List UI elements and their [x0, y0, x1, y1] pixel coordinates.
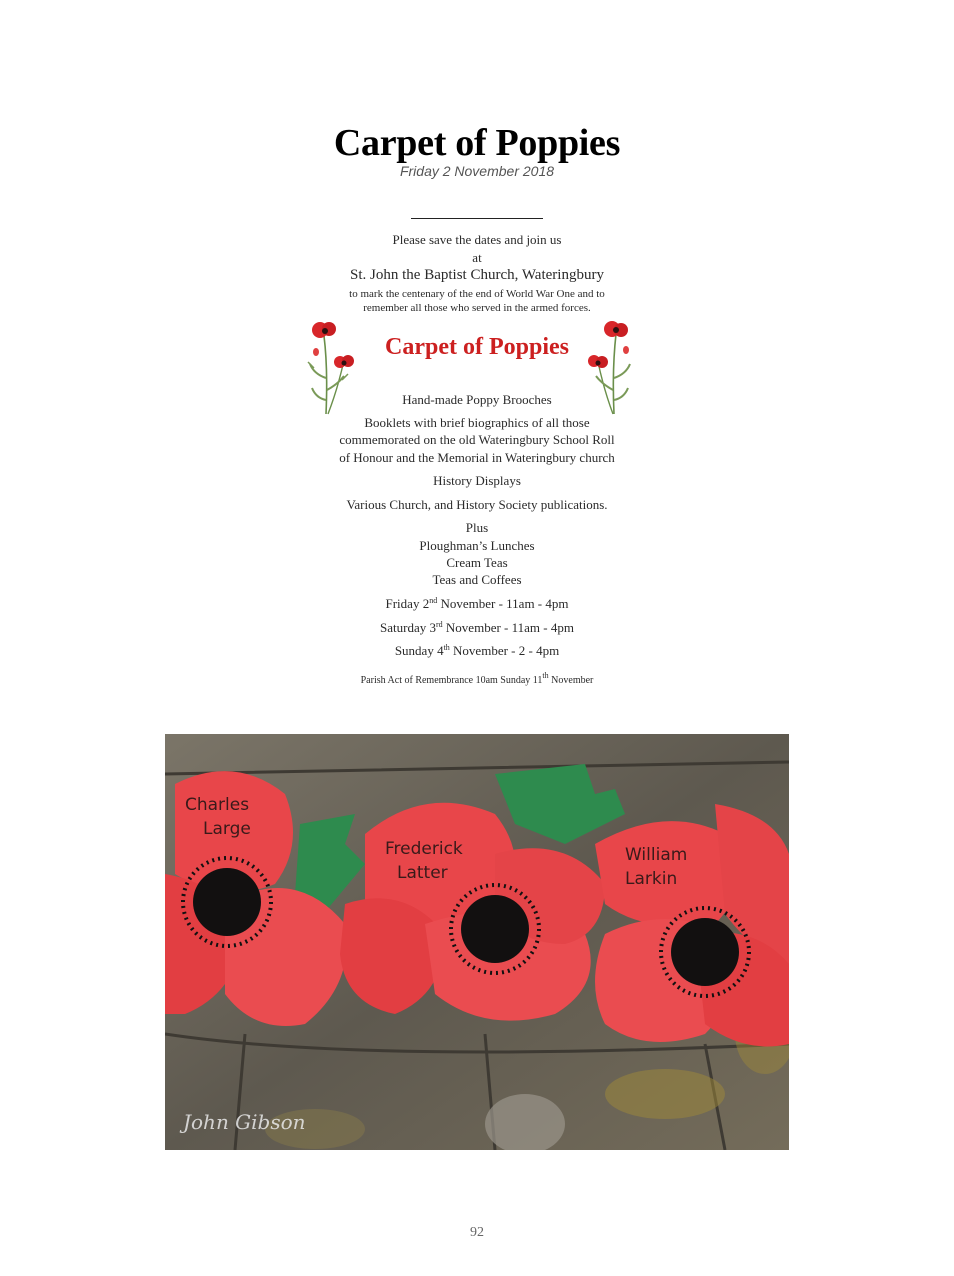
- flyer-remembrance: Parish Act of Remembrance 10am Sunday 11th November: [360, 671, 594, 686]
- flyer-booklets-2: commemorated on the old Wateringbury School Roll: [339, 432, 615, 447]
- flyer-at: at: [472, 250, 482, 265]
- page-title: Carpet of Poppies: [333, 122, 621, 164]
- flyer-booklets-1: Booklets with brief biographics of all those: [364, 415, 590, 430]
- flyer-lunches: Ploughman’s Lunches: [419, 538, 535, 553]
- page-subtitle-date: Friday 2 November 2018: [399, 163, 555, 179]
- flyer-item-publications: Various Church, and History Society publications.: [346, 497, 608, 512]
- flyer-church: St. John the Baptist Church, Wateringbury: [350, 267, 604, 283]
- poppy-name-text: Frederick: [385, 839, 463, 859]
- flyer-plus: Plus: [465, 520, 489, 535]
- flyer-purpose-1: to mark the centenary of the end of World War One and to: [349, 288, 605, 300]
- page-number: 92: [470, 1225, 484, 1240]
- flyer-item-history: History Displays: [433, 473, 521, 488]
- flyer-booklets-3: of Honour and the Memorial in Wateringbury church: [339, 450, 615, 465]
- flyer-intro: Please save the dates and join us: [392, 232, 562, 247]
- poppy-name-text: Charles: [185, 795, 250, 815]
- flyer-event-title: Carpet of Poppies: [385, 334, 569, 360]
- divider: [411, 218, 543, 219]
- flyer-date-saturday: Saturday 3rd November - 11am - 4pm: [380, 620, 574, 635]
- flyer-cream-teas: Cream Teas: [446, 555, 508, 570]
- photographer-signature: John Gibson: [183, 1110, 306, 1134]
- poppy-name-text: Large: [203, 819, 251, 839]
- poppies-photo: [165, 734, 789, 1150]
- poppy-name-text: Larkin: [625, 869, 678, 889]
- flyer-date-friday: Friday 2nd November - 11am - 4pm: [385, 596, 569, 611]
- poppy-name-text: William: [625, 845, 688, 865]
- poppy-name-text: Latter: [397, 863, 448, 883]
- flyer-item-brooches: Hand-made Poppy Brooches: [402, 392, 552, 407]
- flyer-teas-coffees: Teas and Coffees: [432, 572, 522, 587]
- flyer-date-sunday: Sunday 4th November - 2 - 4pm: [394, 643, 560, 658]
- flyer-purpose-2: remember all those who served in the armed forces.: [363, 302, 591, 314]
